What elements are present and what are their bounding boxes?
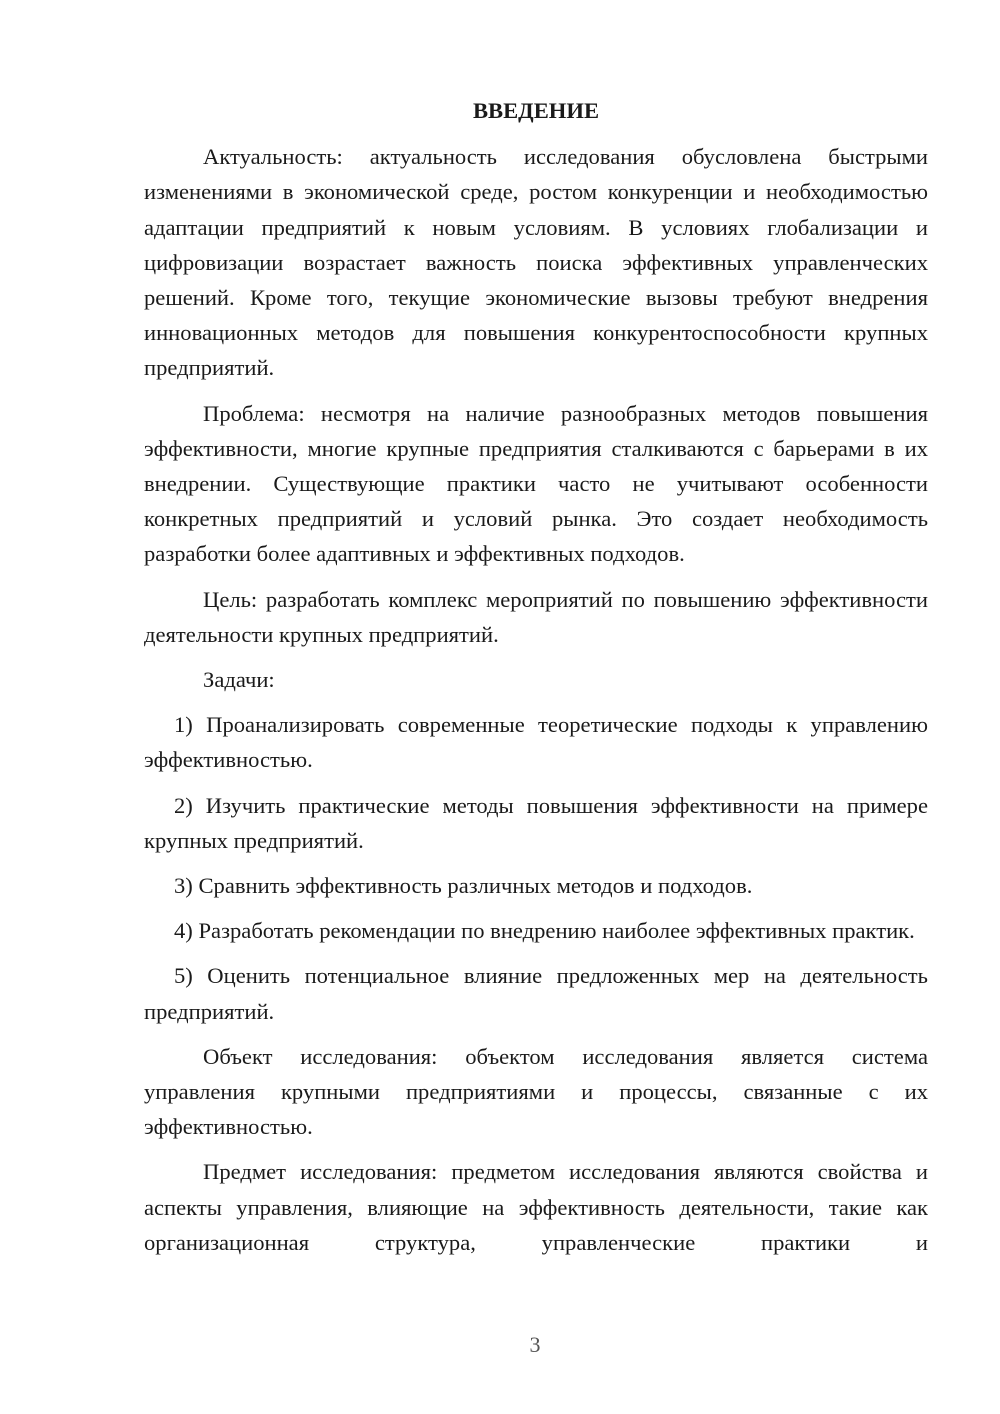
- problem-paragraph: Проблема: несмотря на наличие разнообразных методов повышения эффективности, многие крупные предприятия сталкиваются с барьерами в их внедрении. Существующие практики часто не учитывают особенности конкретных предприятий и условий рынка. Это создает необходимость разработки более адаптивных и эффективных подходов.: [144, 400, 928, 567]
- task-item-5: 5) Оценить потенциальное влияние предложенных мер на деятельность предприятий.: [144, 963, 928, 1024]
- task-item-2: 2) Изучить практические методы повышения эффективности на примере крупных предприятий.: [144, 792, 928, 853]
- subject-paragraph: Предмет исследования: предметом исследования являются свойства и аспекты управления, влияющие на эффективность деятельности, такие как организационная структура, управленческие практики и: [144, 1159, 928, 1255]
- tasks-label: Задачи:: [203, 667, 275, 693]
- task-item-4: 4) Разработать рекомендации по внедрению наиболее эффективных практик.: [174, 918, 915, 944]
- object-paragraph: Объект исследования: объектом исследования является система управления крупными предприятиями и процессы, связанные с их эффективностью.: [144, 1043, 928, 1140]
- goal-paragraph: Цель: разработать комплекс мероприятий по повышению эффективности деятельности крупных предприятий.: [144, 586, 928, 647]
- page-number: 3: [529, 1332, 541, 1357]
- task-item-1: 1) Проанализировать современные теоретические подходы к управлению эффективностью.: [144, 712, 928, 773]
- task-item-3: 3) Сравнить эффективность различных методов и подходов.: [174, 873, 753, 899]
- section-heading: ВВЕДЕНИЕ: [472, 98, 600, 123]
- document-body: [144, 93, 928, 1260]
- relevance-paragraph: Актуальность: актуальность исследования обусловлена быстрыми изменениями в экономической среде, ростом конкуренции и необходимостью адаптации предприятий к новым условиям. В условиях глобализации и цифровизации возрастает важность поиска эффективных управленческих решений. Кроме того, текущие экономические вызовы требуют внедрения инновационных методов для повышения конкурентоспособности крупных предприятий.: [144, 144, 928, 381]
